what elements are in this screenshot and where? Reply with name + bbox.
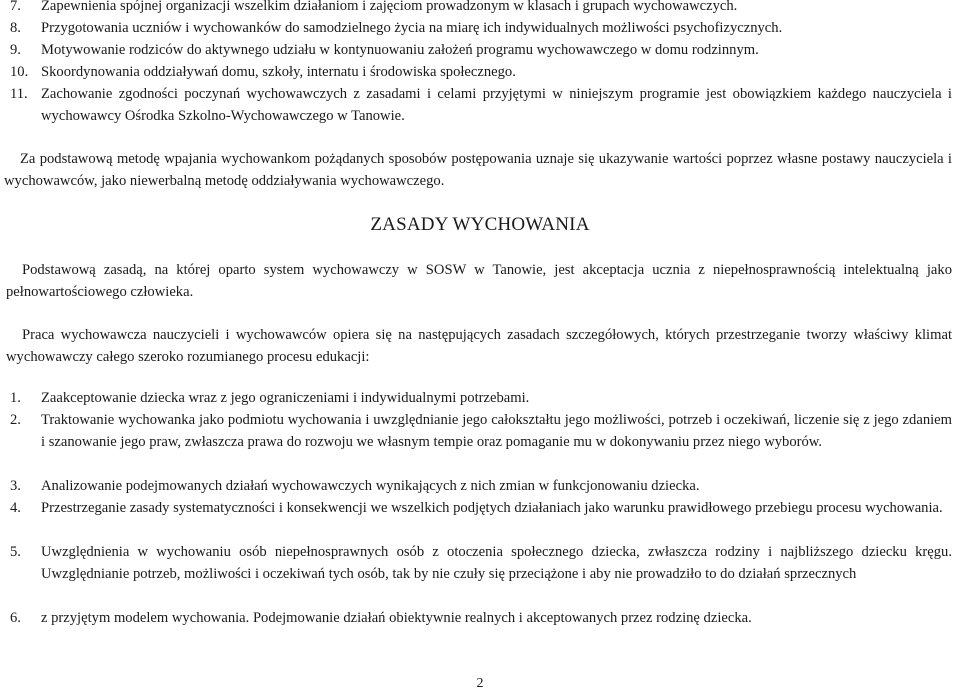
- section-title: ZASADY WYCHOWANIA: [370, 214, 590, 235]
- rule-text: Uwzględnienia w wychowaniu osób niepełnosprawnych osób z otoczenia społecznego dziecka, zwłaszcza rodziny i najbliższego dziecku kręgu. Uwzględnianie potrzeb, możliwości i oczekiwań tych osób, tak by nie czuły się przeciążone i aby nie prowadziło to do działań sprzecznych: [41, 544, 952, 582]
- rule-number: 2.: [10, 412, 21, 428]
- rule-item: [10, 387, 952, 409]
- rule-number: 1.: [10, 390, 21, 406]
- rule-item: [10, 607, 952, 629]
- principle-paragraph: Podstawową zasadą, na której oparto system wychowawczy w SOSW w Tanowie, jest akceptacja ucznia z niepełnosprawnością intelektualną jako pełnowartościowego człowieka.: [6, 262, 952, 300]
- list-item: [10, 83, 952, 127]
- list-text: Motywowanie rodziców do aktywnego udziału w kontynuowaniu założeń programu wychowawczego w domu rodzinnym.: [41, 42, 759, 58]
- rule-text: Zaakceptowanie dziecka wraz z jego ograniczeniami i indywidualnymi potrzebami.: [41, 390, 530, 406]
- page-number: 2: [476, 676, 484, 691]
- list-text: Skoordynowania oddziaływań domu, szkoły, internatu i środowiska społecznego.: [41, 64, 516, 80]
- rule-text: Analizowanie podejmowanych działań wychowawczych wynikających z nich zmian w funkcjonowaniu dziecka.: [41, 478, 700, 494]
- work-paragraph: Praca wychowawcza nauczycieli i wychowawców opiera się na następujących zasadach szczegółowych, których przestrzeganie tworzy właściwy klimat wychowawczy całego szeroko rozumianego procesu edukacji:: [6, 327, 952, 365]
- list-number: 11.: [10, 86, 28, 102]
- rule-number: 6.: [10, 610, 21, 626]
- rule-text: Przestrzeganie zasady systematyczności i konsekwencji we wszelkich podjętych działaniach jako warunku prawidłowego przebiegu procesu wychowania.: [41, 500, 943, 516]
- rule-number: 5.: [10, 544, 21, 560]
- rule-item: [10, 497, 952, 519]
- rule-number: 4.: [10, 500, 21, 516]
- rule-item: [10, 409, 952, 453]
- list-item: [10, 17, 952, 39]
- method-paragraph: Za podstawową metodę wpajania wychowankom pożądanych sposobów postępowania uznaje się ukazywanie wartości poprzez własne postawy nauczyciela i wychowawców, jako niewerbalną metodę oddziaływania wychowawczego.: [4, 151, 952, 189]
- rule-item: [10, 541, 952, 585]
- list-item: [10, 39, 952, 61]
- rule-text: z przyjętym modelem wychowania. Podejmowanie działań obiektywnie realnych i akceptowanych przez rodzinę dziecka.: [41, 610, 752, 626]
- list-item: [10, 0, 952, 17]
- list-number: 7.: [10, 0, 21, 14]
- list-number: 9.: [10, 42, 21, 58]
- list-text: Zachowanie zgodności poczynań wychowawczych z zasadami i celami przyjętymi w niniejszym programie jest obowiązkiem każdego nauczyciela i wychowawcy Ośrodka Szkolno-Wychowawczego w Tanowie.: [41, 86, 952, 124]
- list-number: 8.: [10, 20, 21, 36]
- list-text: Przygotowania uczniów i wychowanków do samodzielnego życia na miarę ich indywidualnych możliwości psychofizycznych.: [41, 20, 783, 36]
- list-item: [10, 61, 952, 83]
- rule-number: 3.: [10, 478, 21, 494]
- list-text: Zapewnienia spójnej organizacji wszelkim działaniom i zajęciom prowadzonym w klasach i grupach wychowawczych.: [41, 0, 738, 14]
- list-number: 10.: [10, 64, 29, 80]
- rule-item: [10, 475, 952, 497]
- rule-text: Traktowanie wychowanka jako podmiotu wychowania i uwzględnianie jego całokształtu jego możliwości, potrzeb i oczekiwań, liczenie się z jego zdaniem i szanowanie jego praw, zwłaszcza prawa do rozwoju we własnym tempie oraz pomaganie mu w dokonywaniu przez niego wyborów.: [41, 412, 952, 450]
